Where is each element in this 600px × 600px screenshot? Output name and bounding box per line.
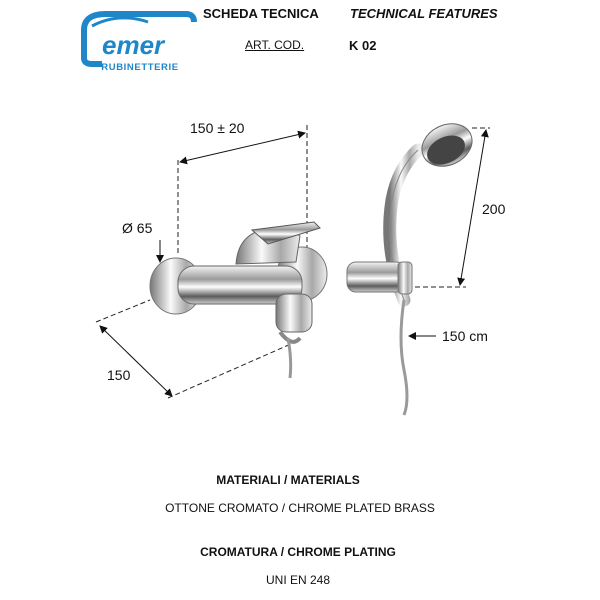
article-code-label: ART. COD. bbox=[245, 38, 305, 52]
chrome-plating-value: UNI EN 248 bbox=[265, 573, 331, 587]
depth-dimension bbox=[96, 300, 300, 398]
diameter-label: Ø 65 bbox=[122, 220, 153, 236]
hand-shower-drawing bbox=[347, 116, 479, 415]
chrome-plating-title: CROMATURA / CHROME PLATING bbox=[200, 545, 396, 559]
title-italian: SCHEDA TECNICA bbox=[203, 6, 319, 21]
shower-height-label: 200 bbox=[482, 201, 506, 217]
depth-label: 150 bbox=[107, 367, 131, 383]
materials-title: MATERIALI / MATERIALS bbox=[216, 473, 360, 487]
width-label: 150 ± 20 bbox=[190, 120, 245, 136]
article-code-value: K 02 bbox=[349, 38, 377, 53]
svg-text:emer: emer bbox=[102, 30, 165, 60]
mixer-tap-drawing bbox=[150, 222, 327, 378]
title-english: TECHNICAL FEATURES bbox=[350, 6, 498, 21]
hose-length-label: 150 cm bbox=[442, 328, 488, 344]
logo-subtitle: RUBINETTERIE bbox=[101, 62, 179, 73]
materials-value: OTTONE CROMATO / CHROME PLATED BRASS bbox=[165, 501, 435, 515]
